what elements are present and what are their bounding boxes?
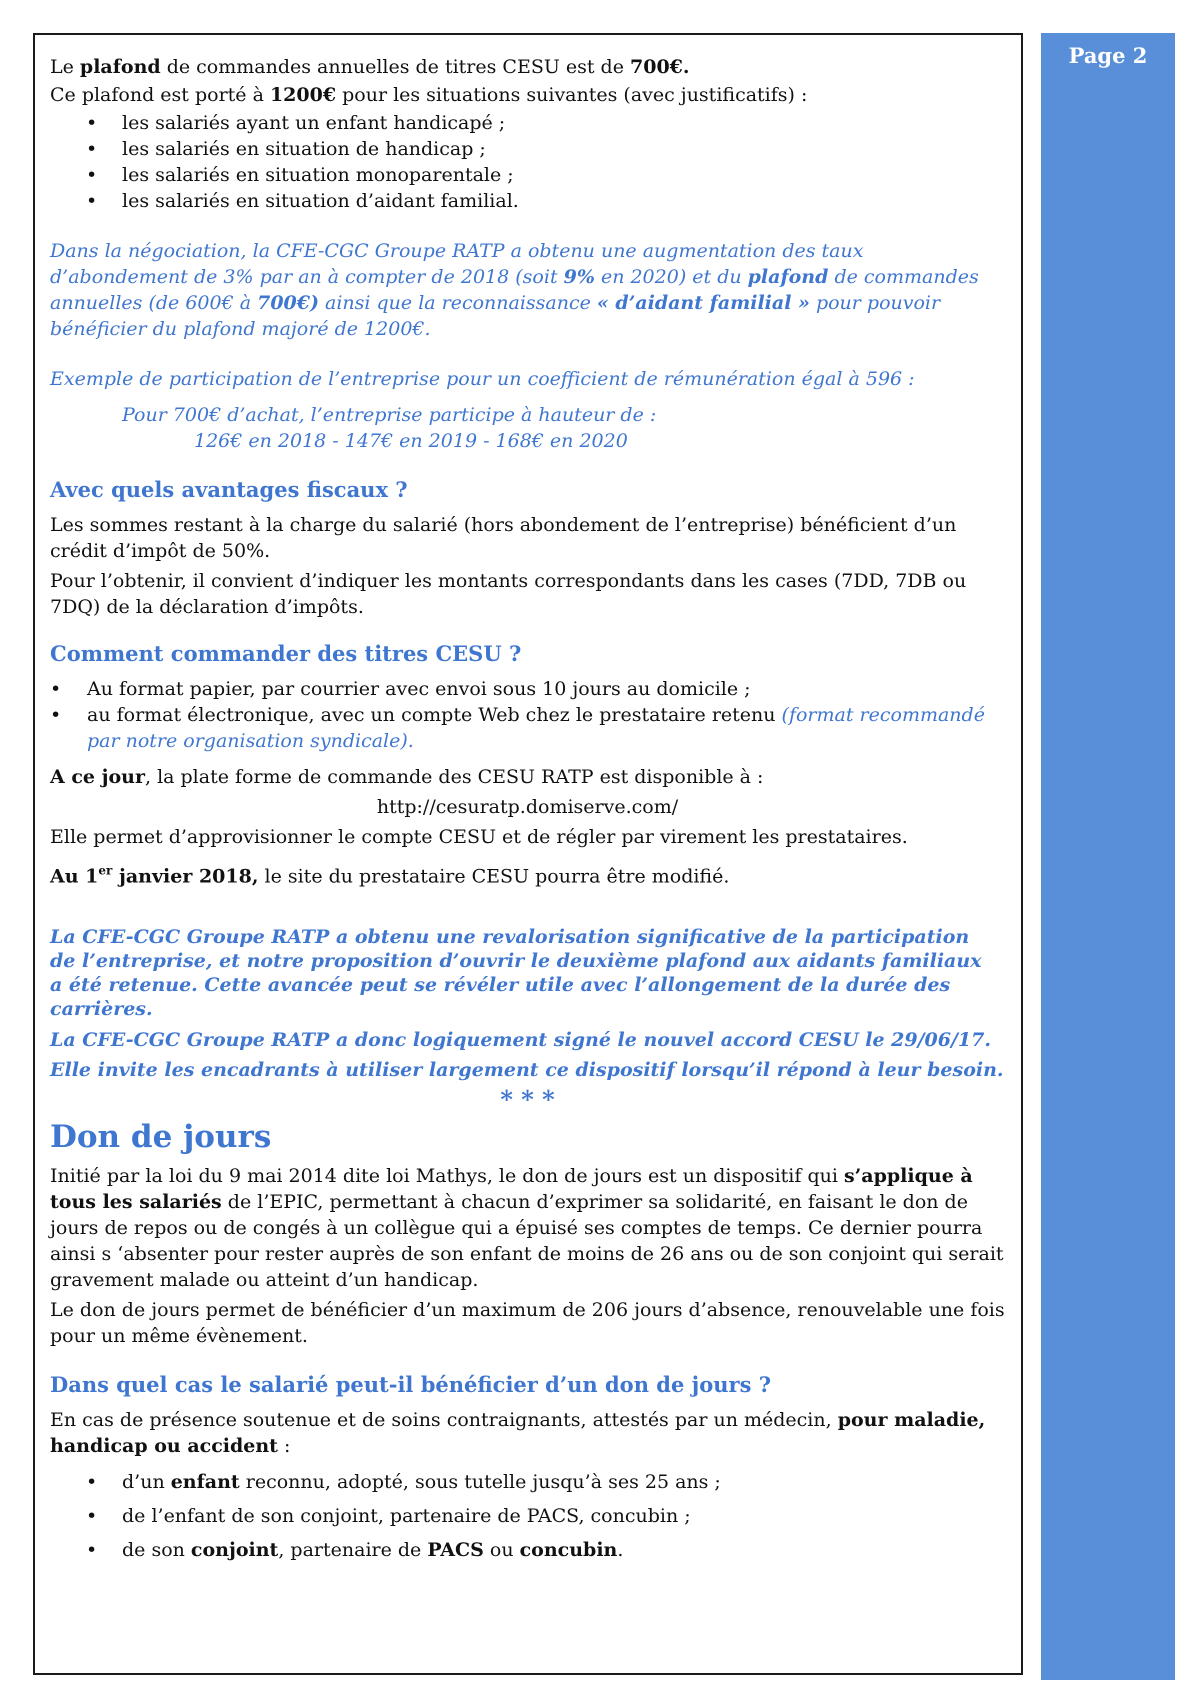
text-run: pour pouvoir bénéficier du plafond majoré de 1200€. (50, 292, 941, 340)
bullet-icon: • (86, 190, 98, 212)
list-item-text: de l’enfant de son conjoint, partenaire de PACS, concubin ; (122, 1505, 691, 1528)
bold-text: 700€) (257, 292, 319, 314)
text-run: en 2020) et du (594, 266, 748, 288)
list-item (50, 110, 1005, 136)
fiscal-paragraph-1: Les sommes restant à la charge du salarié (hors abondement de l’entreprise) bénéficient d’un crédit d’impôt de 50%. (50, 514, 957, 562)
text-run: En cas de présence soutenue et de soins contraignants, attestés par un médecin, (50, 1409, 838, 1432)
bullet-icon: • (50, 704, 62, 726)
bullet-icon: • (50, 678, 62, 700)
bold-text: s’applique à tous les salariés (50, 1165, 973, 1214)
text-run: de commandes annuelles de titres CESU est de (160, 56, 631, 78)
provision-paragraph: Elle permet d’approvisionner le compte CESU et de régler par virement les prestataires. (50, 826, 908, 848)
bold-text: conjoint (190, 1539, 279, 1562)
list-item (50, 702, 1005, 754)
bullet-icon: • (86, 1471, 98, 1494)
text-run: , partenaire de (278, 1539, 428, 1562)
list-item-text: les salariés ayant un enfant handicapé ; (122, 112, 506, 134)
bold-text: janvier 2018, (112, 865, 259, 888)
bold-text: plafond (747, 266, 829, 288)
list-item-text: Au format papier, par courrier avec envoi sous 10 jours au domicile ; (87, 678, 751, 700)
bullet-icon: • (86, 164, 98, 186)
text-run: . (617, 1539, 624, 1562)
list-item (50, 136, 1005, 162)
bold-text: plafond (79, 56, 161, 78)
don-paragraph-1 (50, 1163, 1005, 1293)
document-body (50, 52, 1005, 1571)
list-item (50, 676, 1005, 702)
bullet-icon: • (86, 112, 98, 134)
list-item (50, 1503, 1005, 1529)
text-run: d’un (122, 1471, 171, 1494)
bold-text: enfant (170, 1471, 240, 1494)
bullet-icon: • (86, 1505, 98, 1528)
order-list (50, 676, 1005, 754)
cases-list (50, 1469, 1005, 1563)
bold-text: 9% (563, 266, 595, 288)
text-run: le site du prestataire CESU pourra être modifié. (258, 865, 730, 888)
list-item-text: les salariés en situation de handicap ; (122, 138, 486, 160)
bold-text: pour maladie, handicap ou accident (50, 1409, 986, 1458)
text-run: de commandes annuelles (de 600€ à (50, 266, 979, 314)
text-run: Ce plafond est porté à (50, 84, 270, 106)
situations-list (50, 110, 1005, 214)
section-separator: * * * (500, 1085, 555, 1115)
page-number-label: Page 2 (1068, 43, 1148, 68)
text-run: de l’EPIC, permettant à chacun d’exprimer sa solidarité, en faisant le don de jours de repos ou de congés à un collègue qui a épuisé ses comptes de temps. Ce dernier pourra ainsi s ‘absenter pour rester auprès de son enfant de moins de 26 ans ou de son conjoint qui serait gravement malade ou atteint d’un handicap. (50, 1191, 1004, 1292)
bullet-icon: • (86, 1539, 98, 1562)
list-item-text: au format électronique, avec un compte Web chez le prestataire retenu (87, 704, 782, 726)
text-run: Le (50, 56, 80, 78)
text-run: ainsi que la reconnaissance (318, 292, 597, 314)
text-run: Dans la négociation, la CFE-CGC Groupe RATP a obtenu une augmentation des taux d’abondement de 3% par an à compter de 2018 (soit (50, 240, 864, 288)
list-item-text: les salariés en situation monoparentale ; (122, 164, 514, 186)
bold-text: A ce jour (50, 766, 145, 788)
bold-text: « d’aidant familial » (596, 292, 810, 314)
highlight-paragraph-2: La CFE-CGC Groupe RATP a donc logiquement signé le nouvel accord CESU le 29/06/17. (50, 1029, 991, 1052)
platform-url[interactable]: http://cesuratp.domiserve.com/ (376, 796, 679, 818)
list-item-text: les salariés en situation d’aidant familial. (122, 190, 519, 212)
example-intro: Exemple de participation de l’entreprise pour un coefficient de rémunération égal à 596 : (50, 368, 915, 390)
bold-text: 1200€ (269, 84, 337, 106)
bold-text: Au 1 (50, 865, 99, 888)
highlight-paragraph-3: Elle invite les encadrants à utiliser largement ce dispositif lorsqu’il répond à leur besoin. (50, 1059, 1004, 1082)
ceiling-paragraph (50, 54, 1005, 80)
highlight-paragraph-1: La CFE-CGC Groupe RATP a obtenu une revalorisation significative de la participation de l’entreprise, et notre proposition d’ouvrir le deuxième plafond aux aidants familiaux a été retenue. Cette avancée peut se révéler utile avec l’allongement de la durée des carrières. (50, 926, 982, 1021)
january-paragraph (50, 858, 1005, 889)
fiscal-heading: Avec quels avantages fiscaux ? (50, 477, 408, 502)
bullet-icon: • (86, 138, 98, 160)
fiscal-paragraph-2: Pour l’obtenir, il convient d’indiquer les montants correspondants dans les cases (7DD, 7DB ou 7DQ) de la déclaration d’impôts. (50, 570, 967, 618)
text-run: pour les situations suivantes (avec justificatifs) : (336, 84, 808, 106)
example-line-1: Pour 700€ d’achat, l’entreprise participe à hauteur de : (122, 404, 657, 426)
sidebar (1041, 33, 1175, 1680)
recommendation-note: (format recommandé par notre organisation syndicale). (87, 704, 985, 752)
list-item (50, 162, 1005, 188)
don-de-jours-title: Don de jours (50, 1119, 272, 1156)
text-run: ou (483, 1539, 520, 1562)
example-line-2: 126€ en 2018 - 147€ en 2019 - 168€ en 2020 (194, 430, 628, 452)
list-item (50, 1469, 1005, 1495)
list-item (50, 188, 1005, 214)
bold-text: 700€. (630, 56, 690, 78)
text-run: reconnu, adopté, sous tutelle jusqu’à ses 25 ans ; (239, 1471, 721, 1494)
don-paragraph-2: Le don de jours permet de bénéficier d’un maximum de 206 jours d’absence, renouvelable une fois pour un même évènement. (50, 1299, 1005, 1348)
bold-text: concubin (519, 1539, 618, 1562)
order-heading: Comment commander des titres CESU ? (50, 641, 522, 666)
platform-paragraph (50, 764, 1005, 790)
raised-ceiling-paragraph (50, 82, 1005, 108)
negotiation-paragraph (50, 238, 985, 342)
case-heading: Dans quel cas le salarié peut-il bénéficier d’un don de jours ? (50, 1372, 772, 1398)
text-run: : (277, 1435, 291, 1458)
superscript: er (98, 864, 113, 878)
list-item (50, 1537, 1005, 1563)
case-paragraph (50, 1407, 1005, 1459)
text-run: , la plate forme de commande des CESU RATP est disponible à : (145, 766, 764, 788)
text-run: Initié par la loi du 9 mai 2014 dite loi Mathys, le don de jours est un dispositif qui (50, 1165, 844, 1188)
bold-text: PACS (427, 1539, 484, 1562)
text-run: de son (122, 1539, 191, 1562)
